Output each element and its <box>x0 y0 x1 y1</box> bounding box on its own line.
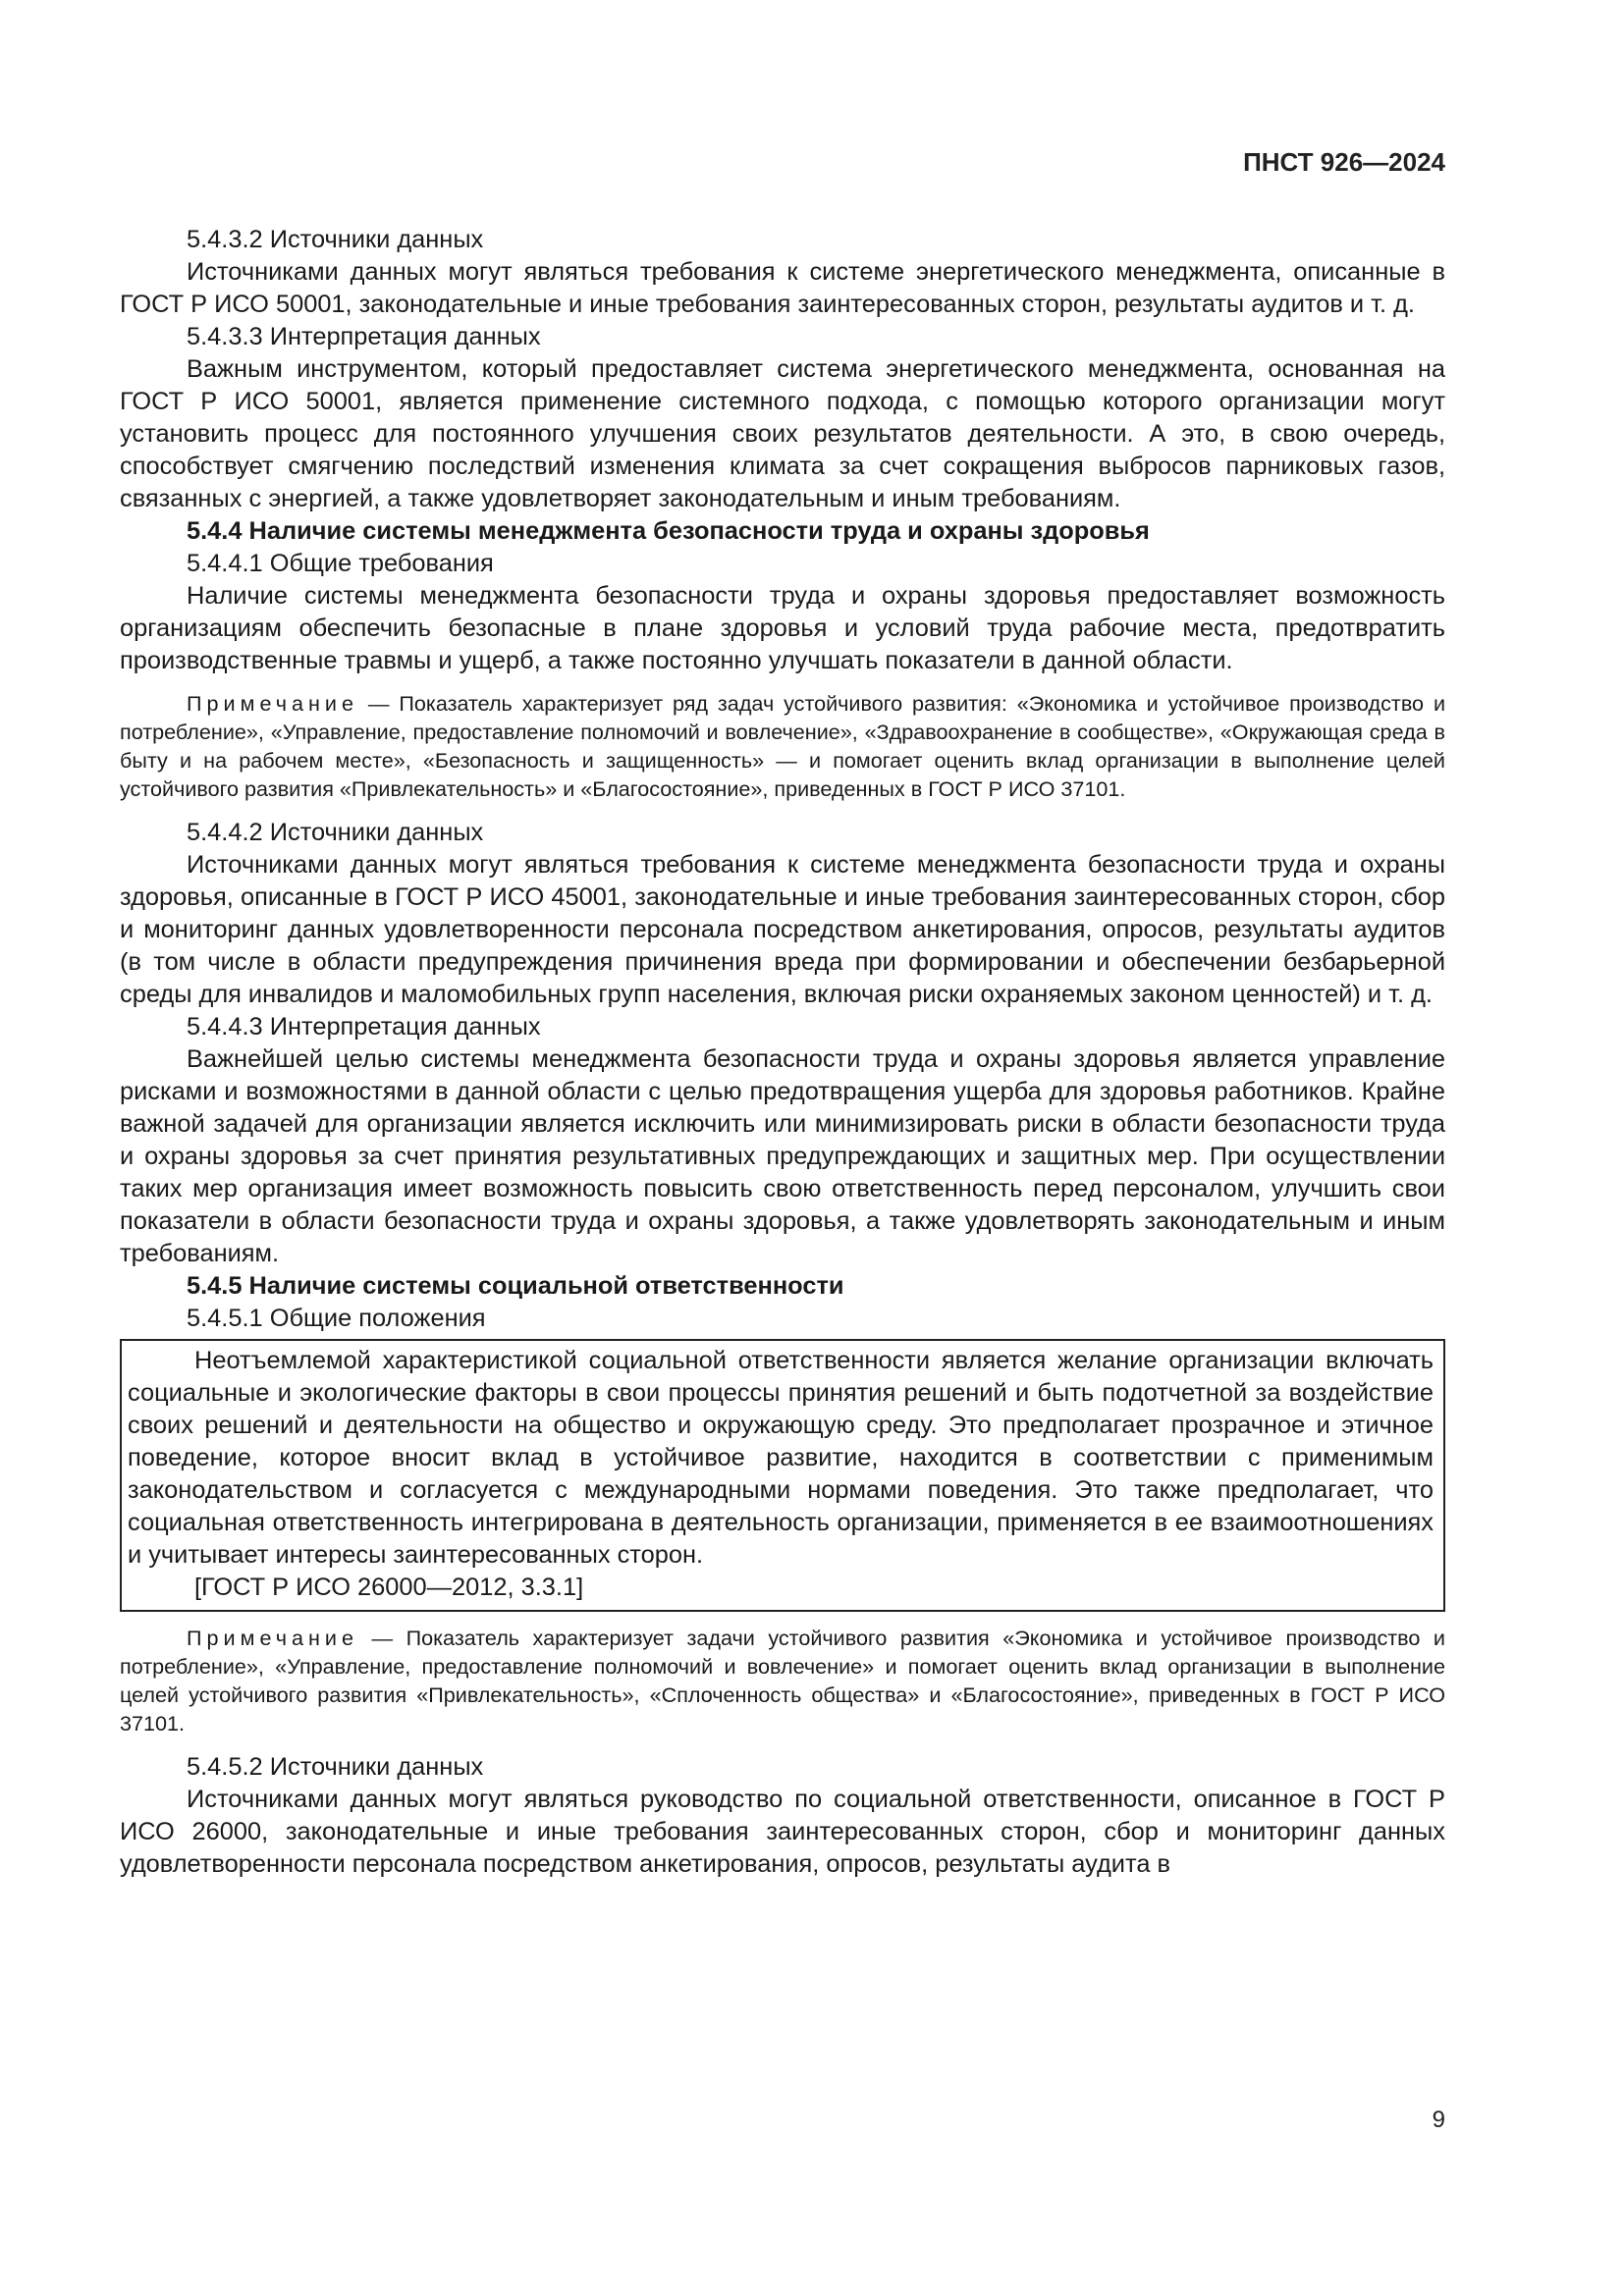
note-2-text: — Показатель характеризует задачи устойчивого развития «Экономика и устойчивое производство и потребление», «Управление, предоставление полномочий и вовлечение» и помогает оценить вклад организации в выполнение целей устойчивого развития «Привлекательность», «Сплоченность общества» и «Благосостояние», приведенных в ГОСТ Р ИСО 37101. <box>120 1626 1445 1735</box>
section-5-4-3-3-title: 5.4.3.3 Интерпретация данных <box>187 323 541 350</box>
section-5-4-4-2-text: Источниками данных могут являться требования к системе менеджмента безопасности труда и охраны здоровья, описанные в ГОСТ Р ИСО 45001, законодательные и иные требования заинтересованных сторон, сбор и мониторинг данных удовлетворенности персонала посредством анкетирования, опросов, результаты аудитов (в том числе в области предупреждения причинения вреда при формировании и обеспечении безбарьерной среды для инвалидов и маломобильных групп населения, включая риски охраняемых законом ценностей) и т. д. <box>120 851 1445 1008</box>
note-2-label: Примечание <box>187 1626 358 1650</box>
document-body <box>120 224 1445 1881</box>
section-5-4-3-2-text: Источниками данных могут являться требования к системе энергетического менеджмента, описанные в ГОСТ Р ИСО 50001, законодательные и иные требования заинтересованных сторон, результаты аудитов и т. д. <box>120 258 1445 318</box>
quote-reference: [ГОСТ Р ИСО 26000—2012, 3.3.1] <box>194 1574 584 1601</box>
section-5-4-4-2-title: 5.4.4.2 Источники данных <box>187 819 484 846</box>
section-5-4-3-3-text: Важным инструментом, который предоставляет система энергетического менеджмента, основанная на ГОСТ Р ИСО 50001, является применение системного подхода, с помощью которого организации могут установить процесс для постоянного улучшения своих результатов деятельности. А это, в свою очередь, способствует смягчению последствий изменения климата за счет сокращения выбросов парниковых газов, связанных с энергией, а также удовлетворяет законодательным и иным требованиям. <box>120 355 1445 512</box>
note-1-label: Примечание <box>187 691 358 716</box>
section-5-4-5-heading: 5.4.5 Наличие системы социальной ответственности <box>187 1272 844 1300</box>
document-code: ПНСТ 926—2024 <box>1243 147 1445 177</box>
section-5-4-4-1-text: Наличие системы менеджмента безопасности труда и охраны здоровья предоставляет возможность организациям обеспечить безопасные в плане здоровья и условий труда рабочие места, предотвратить производственные травмы и ущерб, а также постоянно улучшать показатели в данной области. <box>120 582 1445 674</box>
definition-quote-box <box>120 1339 1445 1612</box>
section-5-4-5-1-title: 5.4.5.1 Общие положения <box>187 1305 486 1332</box>
note-1 <box>120 689 1445 803</box>
section-5-4-3-2-title: 5.4.3.2 Источники данных <box>187 226 484 253</box>
section-5-4-5-2-title: 5.4.5.2 Источники данных <box>187 1753 484 1781</box>
section-5-4-4-heading: 5.4.4 Наличие системы менеджмента безопасности труда и охраны здоровья <box>187 517 1150 545</box>
note-2 <box>120 1624 1445 1737</box>
section-5-4-4-3-text: Важнейшей целью системы менеджмента безопасности труда и охраны здоровья является управление рисками и возможностями в данной области с целью предотвращения ущерба для здоровья работников. Крайне важной задачей для организации является исключить или минимизировать риски в области безопасности труда и охраны здоровья за счет принятия результативных предупреждающих и защитных мер. При осуществлении таких мер организация имеет возможность повысить свою ответственность перед персоналом, улучшить свои показатели в области безопасности труда и охраны здоровья, а также удовлетворять законодательным и иным требованиям. <box>120 1045 1445 1267</box>
section-5-4-5-2-text: Источниками данных могут являться руководство по социальной ответственности, описанное в ГОСТ Р ИСО 26000, законодательные и иные требования заинтересованных сторон, сбор и мониторинг данных удовлетворенности персонала посредством анкетирования, опросов, результаты аудита в <box>120 1786 1445 1878</box>
quote-text: Неотъемлемой характеристикой социальной ответственности является желание организации включать социальные и экологические факторы в свои процессы принятия решений и быть подотчетной за воздействие своих решений и деятельности на общество и окружающую среду. Это предполагает прозрачное и этичное поведение, которое вносит вклад в устойчивое развитие, находится в соответствии с применимым законодательством и согласуется с международными нормами поведения. Это также предполагает, что социальная ответственность интегрирована в деятельность организации, применяется в ее взаимоотношениях и учитывает интересы заинтересованных сторон. <box>128 1347 1434 1569</box>
page-number: 9 <box>1432 2107 1445 2133</box>
section-5-4-4-1-title: 5.4.4.1 Общие требования <box>187 550 494 577</box>
section-5-4-4-3-title: 5.4.4.3 Интерпретация данных <box>187 1013 541 1041</box>
note-1-text: — Показатель характеризует ряд задач устойчивого развития: «Экономика и устойчивое производство и потребление», «Управление, предоставление полномочий и вовлечение», «Здравоохранение в сообществе», «Окружающая среда в быту и на рабочем месте», «Безопасность и защищенность» — и помогает оценить вклад организации в выполнение целей устойчивого развития «Привлекательность» и «Благосостояние», приведенных в ГОСТ Р ИСО 37101. <box>120 691 1445 801</box>
